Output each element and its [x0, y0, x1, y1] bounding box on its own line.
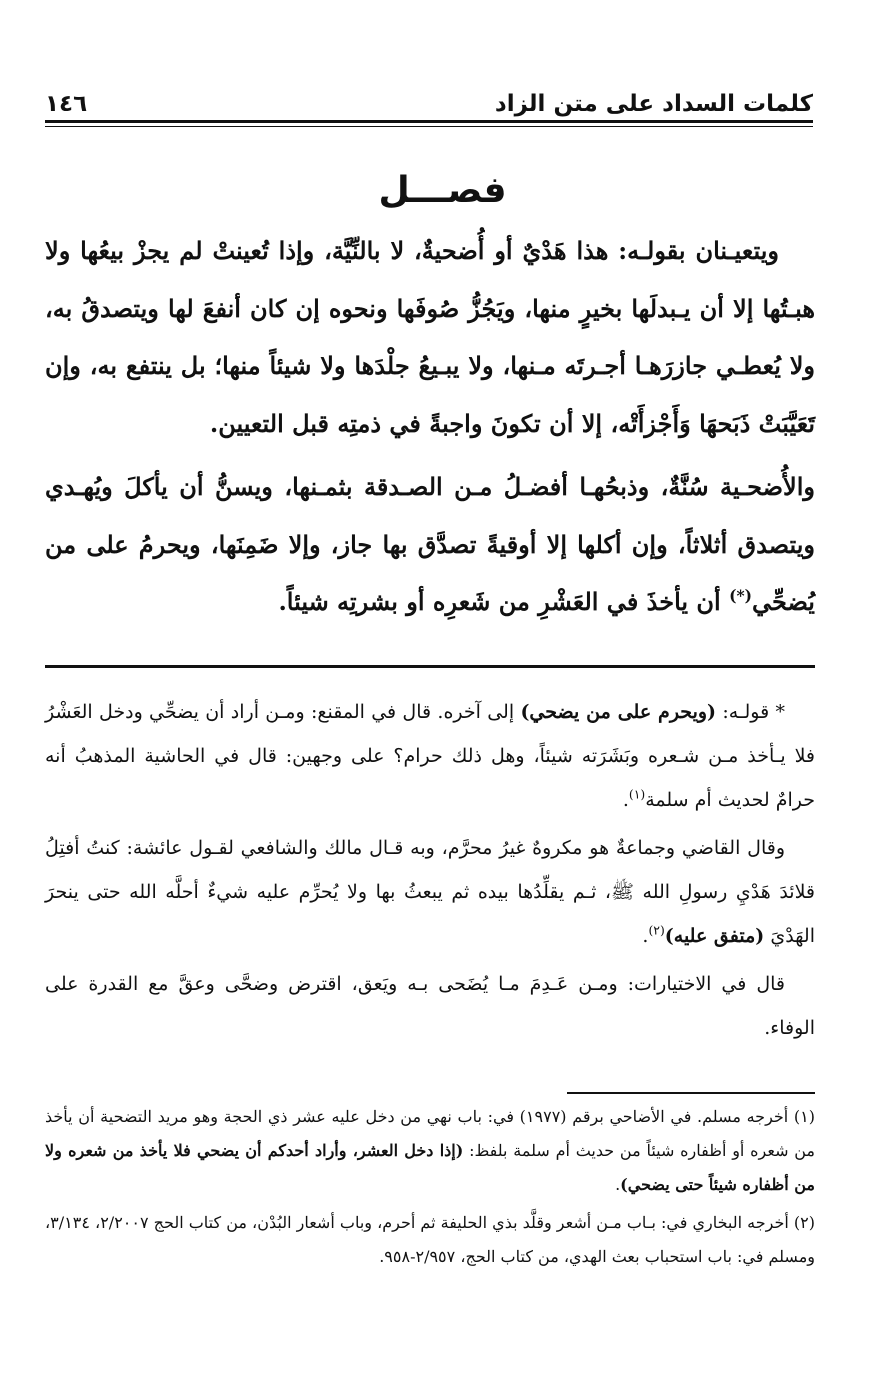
main-paragraph-1: ويتعيـنان بقولـه: هذا هَدْيٌ أو أُضحيةٌ، لا بالنِّيَّة، وإذا تُعينتْ لم يجزْ بيعُها ولا هبـتُها إلا أن يـبدلَها بخيرٍ منها، ويَجُزُّ صُوفَها ونحوه إن كان أنفعَ لها ويتصدقُ به، ولا يُعطـي جازرَهـا أجـرتَه مـنها، ولا يبـيعُ جلْدَها ولا شيئاً منها؛ بل ينتفع به، وإن تَعَيَّبَتْ ذَبَحهَا وَأَجْزأَتْه، إلا أن تكونَ واجبةً في ذمتِه قبل التعيين. — [45, 236, 815, 438]
footnote-1 — [45, 1100, 815, 1202]
footnote-separator — [567, 1092, 815, 1094]
running-header — [45, 86, 813, 122]
footnote-1-text: (١) أخرجه مسلم. في الأضاحي برقم (١٩٧٧) في: باب نهي من دخل عليه عشر ذي الحجة وهو مريد التضحية أن يأخذ من شعره أو أظفاره شيئاً من حديث أم سلمة بلفظ: — [45, 1107, 816, 1160]
commentary-star: * قولـه: — [716, 701, 785, 723]
footnote-2: (٢) أخرجه البخاري في: بـاب مـن أشعر وقلَّد بذي الحليفة ثم أحرم، وباب أشعار البُدْن، من كتاب الحج ٢/٢٠٠٧، ٣/١٣٤، ومسلم في: باب استحباب بعث الهدي، من كتاب الحج، ٢/٩٥٧-٩٥٨. — [45, 1213, 815, 1266]
footnote-1-hadith: (إذا دخل العشر، وأراد أحدكم أن يضحي فلا يأخذ من شعره ولا من أظفاره شيئاً حتى يضحي) — [45, 1141, 815, 1194]
commentary-paragraph-2-end: . — [642, 925, 649, 947]
commentary-paragraph-2 — [45, 826, 815, 958]
commentary-paragraph-1 — [45, 690, 815, 822]
main-paragraph-2 — [45, 458, 815, 631]
commentary-source: (متفق عليه) — [664, 925, 765, 947]
chapter-title: فصـــل — [378, 170, 507, 211]
commentary-paragraph-3: قال في الاختيارات: ومـن عَـدِمَ مـا يُضَحى بـه ويَعق، اقترض وضحَّى وعقَّ مع القدرة على الوفاء. — [45, 973, 815, 1039]
main-paragraph-2-end: أن يأخذَ في العَشْرِ من شَعرِه أو بشرتِه شيئاً. — [278, 587, 730, 616]
main-paragraph-2-text: والأُضحـية سُنَّةٌ، وذبحُهـا أفضـلُ مـن الصـدقة بثمـنها، ويسنُّ أن يأكلَ ويُهـدي ويتصدق أثلاثاً، وإن أكلها إلا أوقيةً تصدَّق بها جاز، وإلا ضَمِنَها، ويحرمُ على من يُضحِّي — [45, 472, 815, 616]
commentary-block — [45, 690, 815, 1050]
footnote-ref-2: (٢) — [648, 923, 665, 938]
commentary-paragraph-1-text: إلى آخره. قال في المقنع: ومـن أراد أن يضحِّي ودخل العَشْرُ فلا يـأخذ مـن شـعره وبَشَرَته شيئاً، وهل ذلك حرام؟ على وجهين: قال في الحاشية المذهبُ أنه حرامٌ لحديث أم سلمة — [45, 701, 815, 811]
footnotes-block — [45, 1100, 815, 1274]
footnote-1-end: . — [615, 1175, 621, 1194]
book-title: كلمات السداد على متن الزاد — [494, 91, 813, 117]
page-number: ١٤٦ — [45, 91, 88, 117]
commentary-paragraph-1-end: . — [622, 789, 629, 811]
commentary-marker: (*) — [729, 586, 752, 605]
main-text — [45, 222, 815, 631]
commentary-quote: (ويحرم على من يضحي) — [520, 701, 717, 723]
footnote-ref-1: (١) — [628, 787, 646, 802]
commentary-paragraph-2-text: وقال القاضي وجماعةٌ هو مكروهٌ غيرُ محرَّم، وبه قـال مالك والشافعي لقـول عائشة: كنتُ أفتِلُ قلائدَ هَدْيِ رسولِ الله ﷺ، ثـم يقلِّدُها بيده ثم يبعثُ بها ولا يُحرِّم عليه شيءٌ أحلَّه الله حتى ينحرَ الهَدْيَ — [45, 837, 815, 947]
header-rule — [45, 120, 813, 127]
section-divider — [45, 665, 815, 668]
